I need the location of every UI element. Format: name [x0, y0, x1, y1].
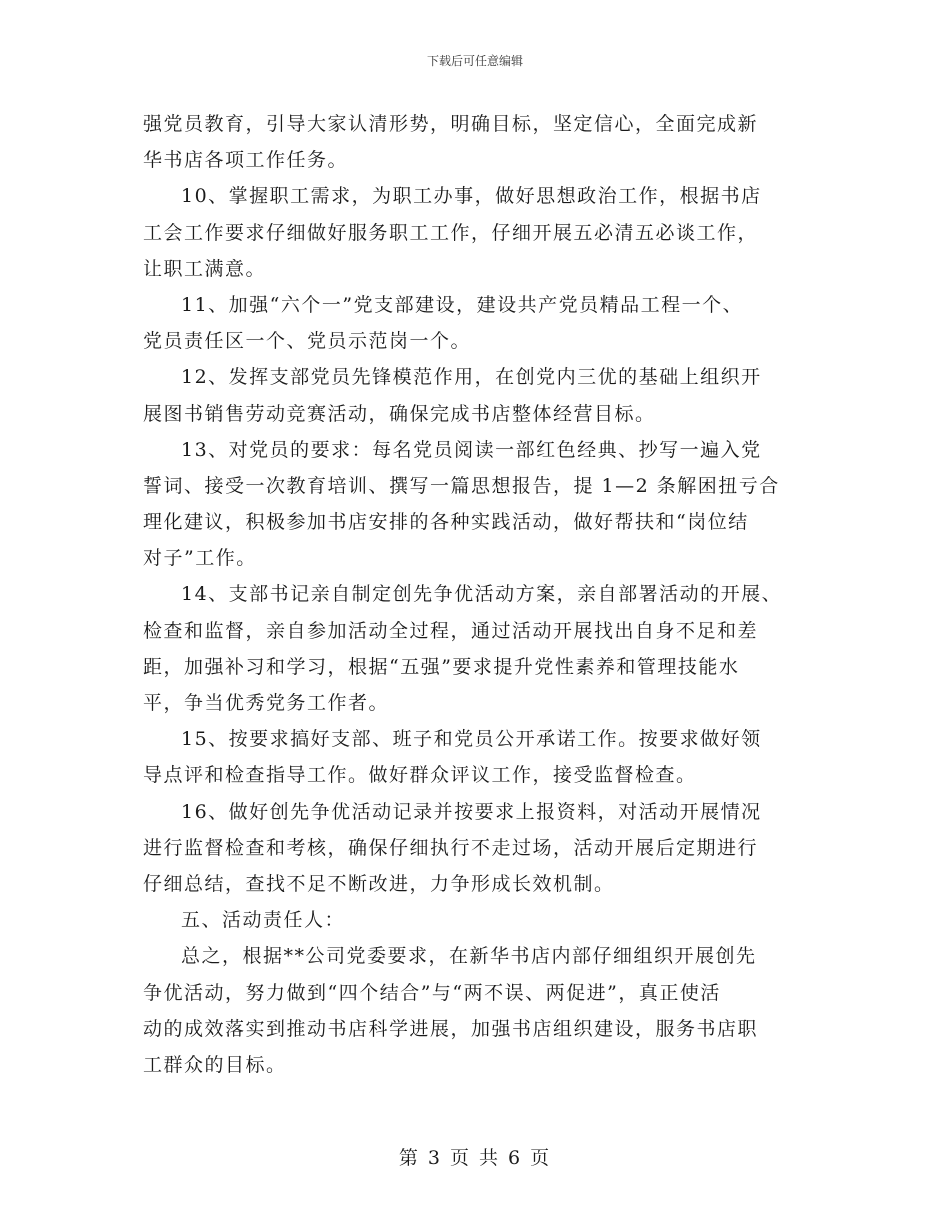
document-body — [143, 106, 813, 1083]
text-line: 誓词、接受一次教育培训、撰写一篇思想报告，提 1—2 条解困扭亏合 — [143, 474, 780, 497]
text-line: 党员责任区一个、党员示范岗一个。 — [143, 330, 472, 353]
text-line: 五、活动责任人： — [181, 909, 346, 932]
text-line: 总之，根据**公司党委要求，在新华书店内部仔细组织开展创先 — [181, 945, 757, 968]
text-line: 动的成效落实到推动书店科学进展，加强书店组织建设，服务书店职 — [143, 1017, 759, 1040]
text-line: 导点评和检查指导工作。做好群众评议工作，接受监督检查。 — [143, 764, 697, 787]
text-line: 13、对党员的要求：每名党员阅读一部红色经典、抄写一遍入党 — [181, 438, 762, 461]
text-line: 对子”工作。 — [143, 547, 257, 570]
text-line: 平，争当优秀党务工作者。 — [143, 692, 390, 714]
text-line: 距，加强补习和学习，根据“五强”要求提升党性素养和管理技能水 — [143, 655, 740, 678]
text-line: 进行监督检查和考核，确保仔细执行不走过场，活动开展后定期进行 — [143, 836, 759, 859]
text-line: 强党员教育，引导大家认清形势，明确目标，坚定信心，全面完成新 — [143, 113, 759, 135]
text-line: 争优活动，努力做到“四个结合”与“两不误、两促进”，真正使活 — [143, 981, 721, 1004]
text-line: 让职工满意。 — [143, 257, 267, 280]
text-line: 10、掌握职工需求，为职工办事，做好思想政治工作，根据书店 — [181, 185, 762, 208]
text-line: 检查和监督，亲自参加活动全过程，通过活动开展找出自身不足和差 — [143, 619, 759, 642]
text-line: 理化建议，积极参加书店安排的各种实践活动，做好帮扶和“岗位结 — [143, 511, 749, 534]
text-line: 14、支部书记亲自制定创先争优活动方案，亲自部署活动的开展、 — [181, 583, 783, 606]
text-line: 工会工作要求仔细做好服务职工工作，仔细开展五必清五必谈工作， — [143, 221, 759, 244]
text-line: 工群众的目标。 — [143, 1053, 287, 1076]
text-line: 12、发挥支部党员先锋模范作用，在创党内三优的基础上组织开 — [181, 366, 762, 389]
page-footer: 第 3 页 共 6 页 — [398, 1147, 552, 1169]
text-line: 仔细总结，查找不足不断改进，力争形成长效机制。 — [143, 872, 615, 895]
page-header: 下载后可任意编辑 — [426, 54, 523, 68]
text-line: 16、做好创先争优活动记录并按要求上报资料，对活动开展情况 — [181, 800, 762, 823]
text-line: 华书店各项工作任务。 — [143, 149, 349, 172]
text-line: 15、按要求搞好支部、班子和党员公开承诺工作。按要求做好领 — [181, 728, 762, 751]
text-line: 展图书销售劳动竞赛活动，确保完成书店整体经营目标。 — [143, 402, 656, 425]
text-line: 11、加强“六个一”党支部建设，建设共产党员精品工程一个、 — [181, 293, 744, 316]
